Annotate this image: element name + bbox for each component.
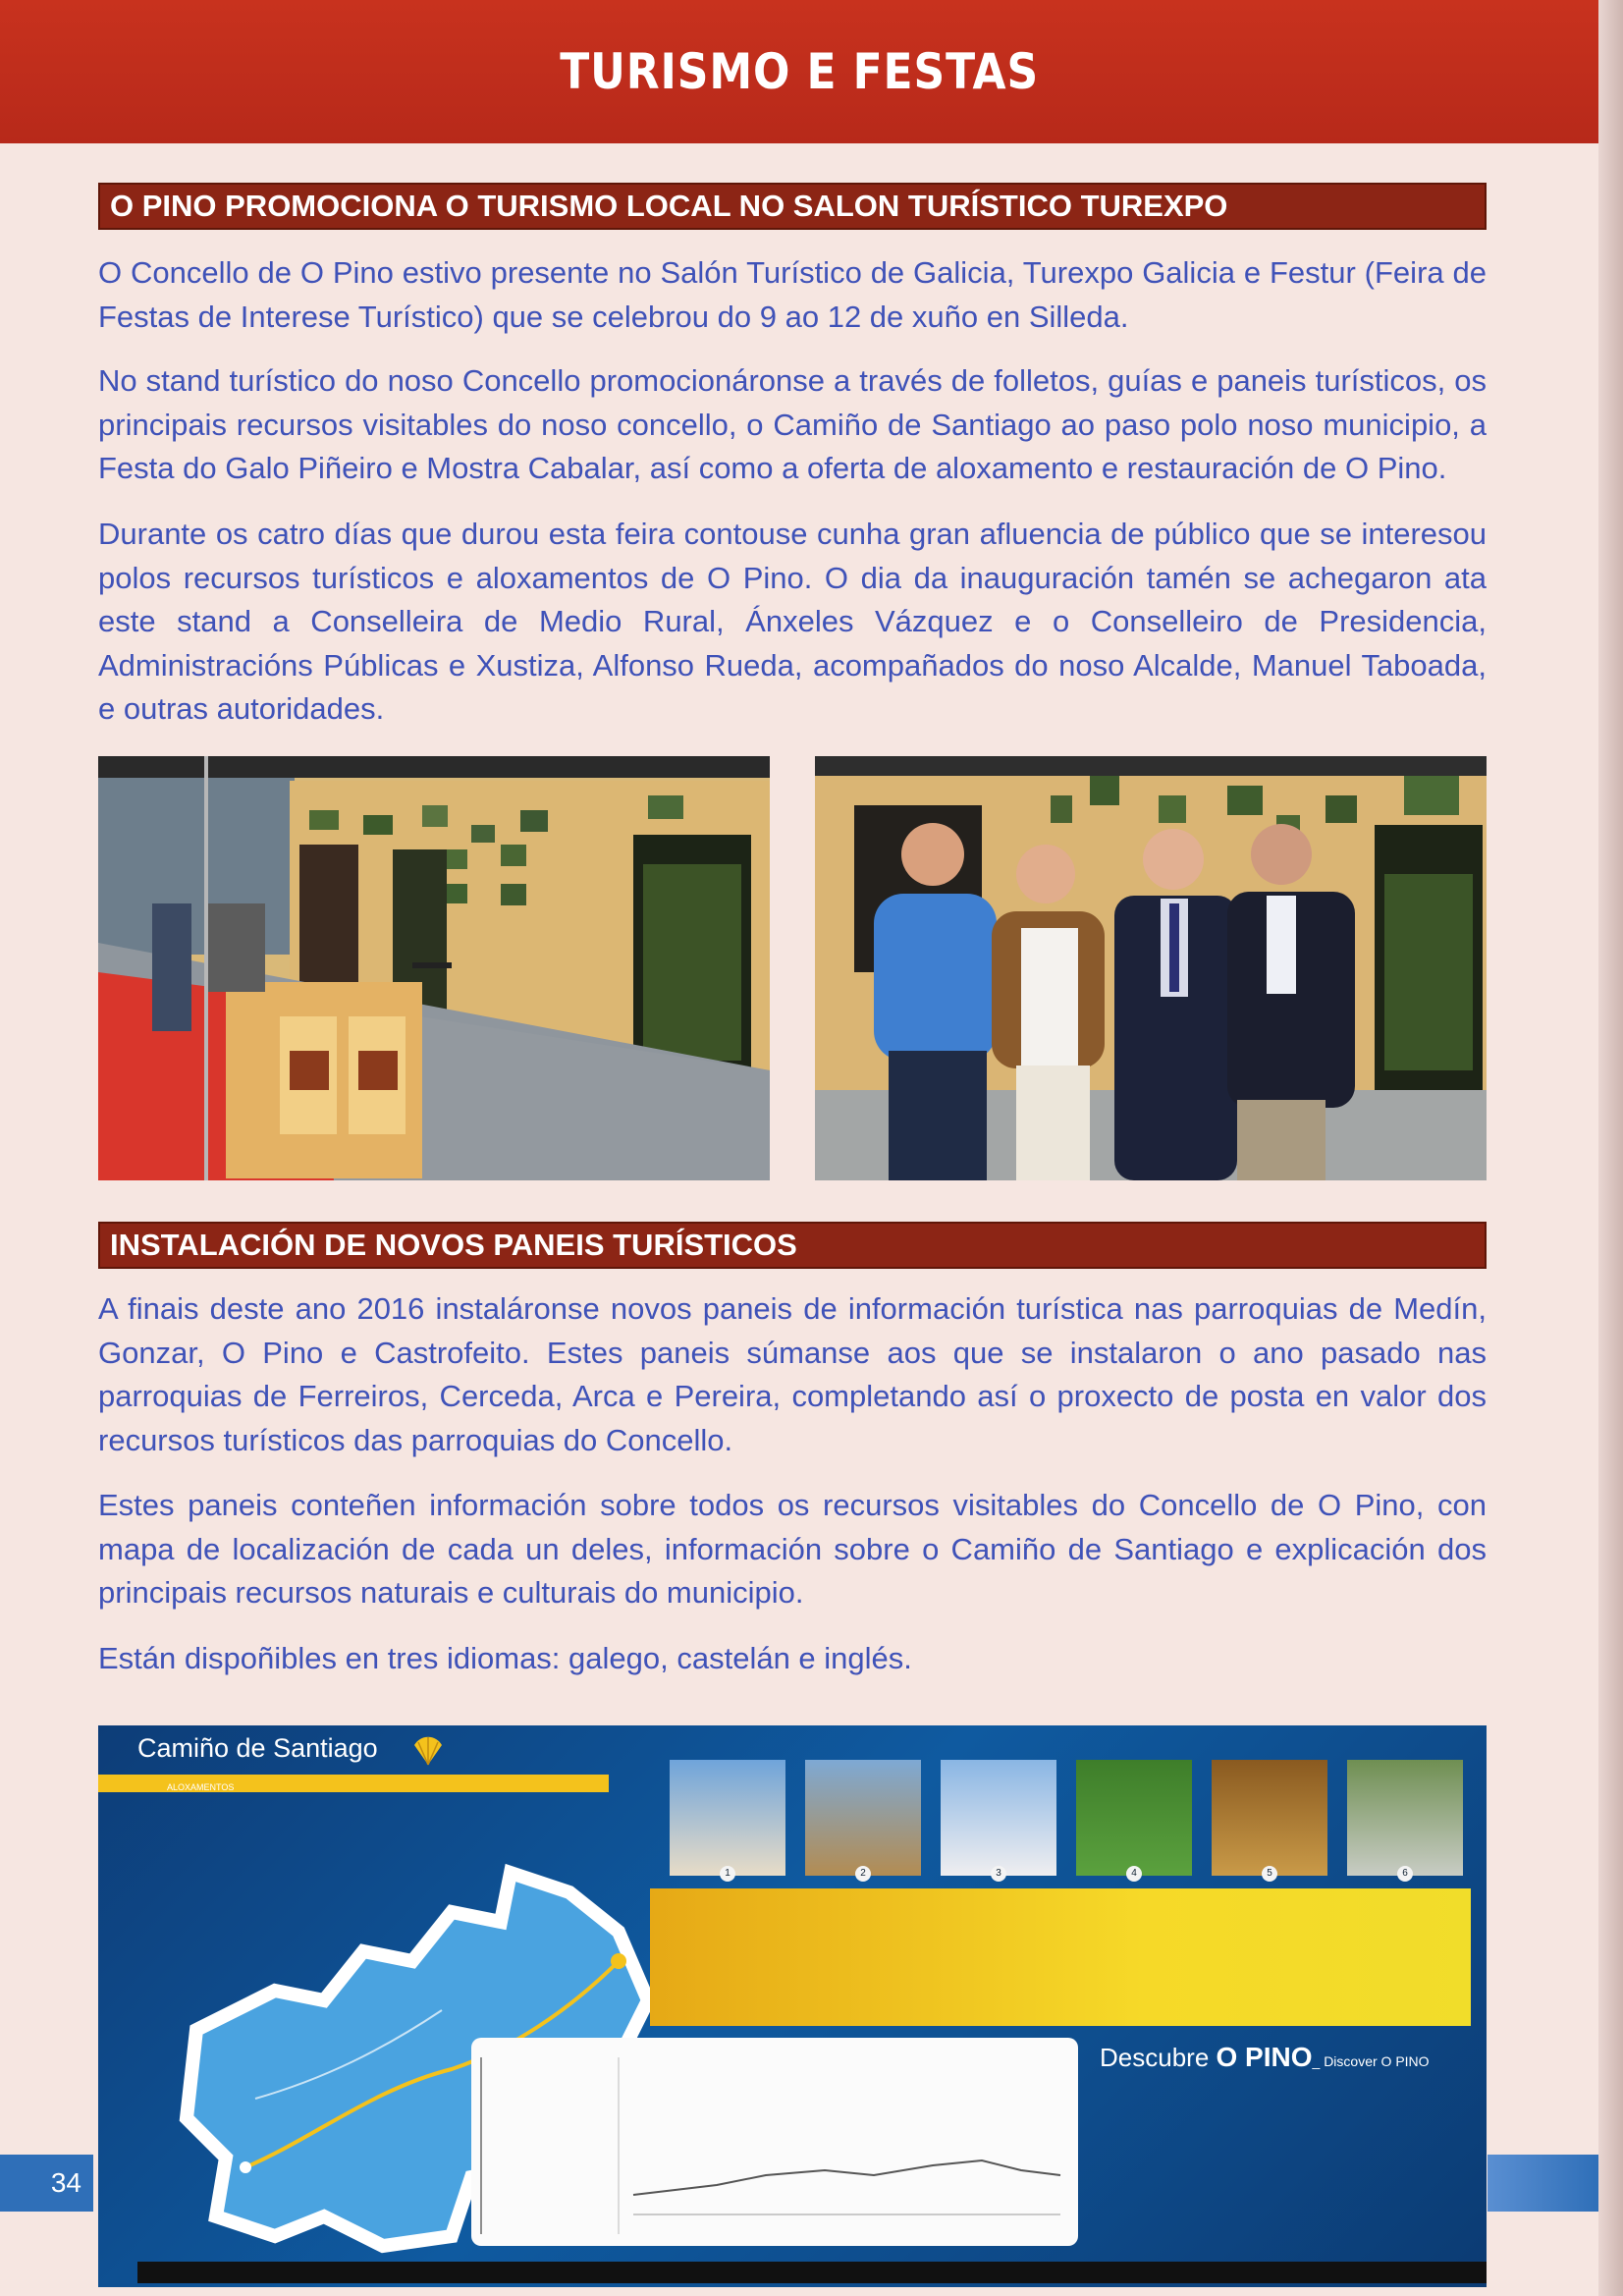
descubre-text: Descubre [1100, 2043, 1217, 2072]
section-heading-turexpo: O PINO PROMOCIONA O TURISMO LOCAL NO SALON TURÍSTICO TUREXPO [98, 183, 1487, 230]
aloxamentos-label: ALOXAMENTOS [167, 1782, 235, 1792]
tourist-panel-image [98, 1725, 1487, 2287]
thumb-number: 2 [855, 1866, 871, 1882]
paragraph: Están dispoñibles en tres idiomas: galego, castelán e inglés. [98, 1641, 912, 1675]
thumb-photo [1347, 1760, 1463, 1879]
page-number: 34 [0, 2155, 93, 2212]
thumb-photo [805, 1760, 921, 1879]
page-title: TURISMO E FESTAS [560, 43, 1039, 100]
paragraph: No stand turístico do noso Concello promocionáronse a través de folletos, guías e paneis turísticos, os principais recursos visitables do noso concello, o Camiño de Santiago ao paso polo noso municipio, a Festa do Galo Piñeiro e Mostra Cabalar, así como a oferta de aloxamento e restauración de O Pino. [98, 363, 1487, 485]
elevation-profile-icon [471, 2038, 1078, 2246]
descubre-name: O PINO [1216, 2042, 1313, 2072]
thumb-photo [1076, 1760, 1192, 1879]
paragraph: Durante os catro días que durou esta feira contouse cunha gran afluencia de público que se interesou polos recursos turísticos e aloxamentos de O Pino. O dia da inauguración tamén se achegaron ata este stand a Conselleira de Medio Rural, Ánxeles Vázquez e o Conselleiro de Presidencia, Administracións Públicas e Xustiza, Alfonso Rueda, acompañados do noso Alcalde, Manuel Taboada, e outras autoridades. [98, 517, 1487, 726]
thumb-photo [670, 1760, 785, 1879]
page-corner-band [1488, 2155, 1598, 2212]
paragraph: A finais deste ano 2016 instaláronse novos paneis de información turística nas parroquias de Medín, Gonzar, O Pino e Castrofeito. Estes paneis súmanse aos que se instalaron o ano pasado nas parroquias de Ferreiros, Cerceda, Arca e Pereira, completando así o proxecto de posta en valor dos recursos turísticos das parroquias do Concello. [98, 1291, 1487, 1457]
panel-profile-box [471, 2038, 1078, 2246]
paragraph: Estes paneis conteñen información sobre todos os recursos visitables do Concello de O Pino, con mapa de localización de cada un deles, información sobre o Camiño de Santiago e explicación dos principais recursos naturais e culturais do municipio. [98, 1488, 1487, 1610]
people-illustration-icon [815, 756, 1487, 1180]
thumb-number: 4 [1126, 1866, 1142, 1882]
thumb-number: 1 [720, 1866, 735, 1882]
descubre-o-pino [1100, 2042, 1430, 2073]
scallop-shell-icon [410, 1733, 446, 1769]
discover-text: _ Discover O PINO [1312, 2053, 1430, 2069]
thumb-number: 3 [991, 1866, 1006, 1882]
header-bar [0, 0, 1598, 143]
group-photo [815, 756, 1487, 1180]
panel-info-yellow [650, 1888, 1471, 2026]
thumb-number: 6 [1397, 1866, 1413, 1882]
panel-bottom-strip [137, 2262, 1487, 2283]
page-edge [1598, 0, 1623, 2296]
panel-title: Camiño de Santiago [137, 1733, 378, 1763]
thumb-photo [1212, 1760, 1327, 1879]
stand-photo [98, 756, 770, 1180]
stand-illustration-icon [98, 756, 770, 1180]
thumb-number: 5 [1262, 1866, 1277, 1882]
paragraph: O Concello de O Pino estivo presente no Salón Turístico de Galicia, Turexpo Galicia e Festur (Feira de Festas de Interese Turístico) que se celebrou do 9 ao 12 de xuño en Silleda. [98, 255, 1487, 334]
section-heading-paneis: INSTALACIÓN DE NOVOS PANEIS TURÍSTICOS [98, 1222, 1487, 1269]
thumb-photo [941, 1760, 1056, 1879]
